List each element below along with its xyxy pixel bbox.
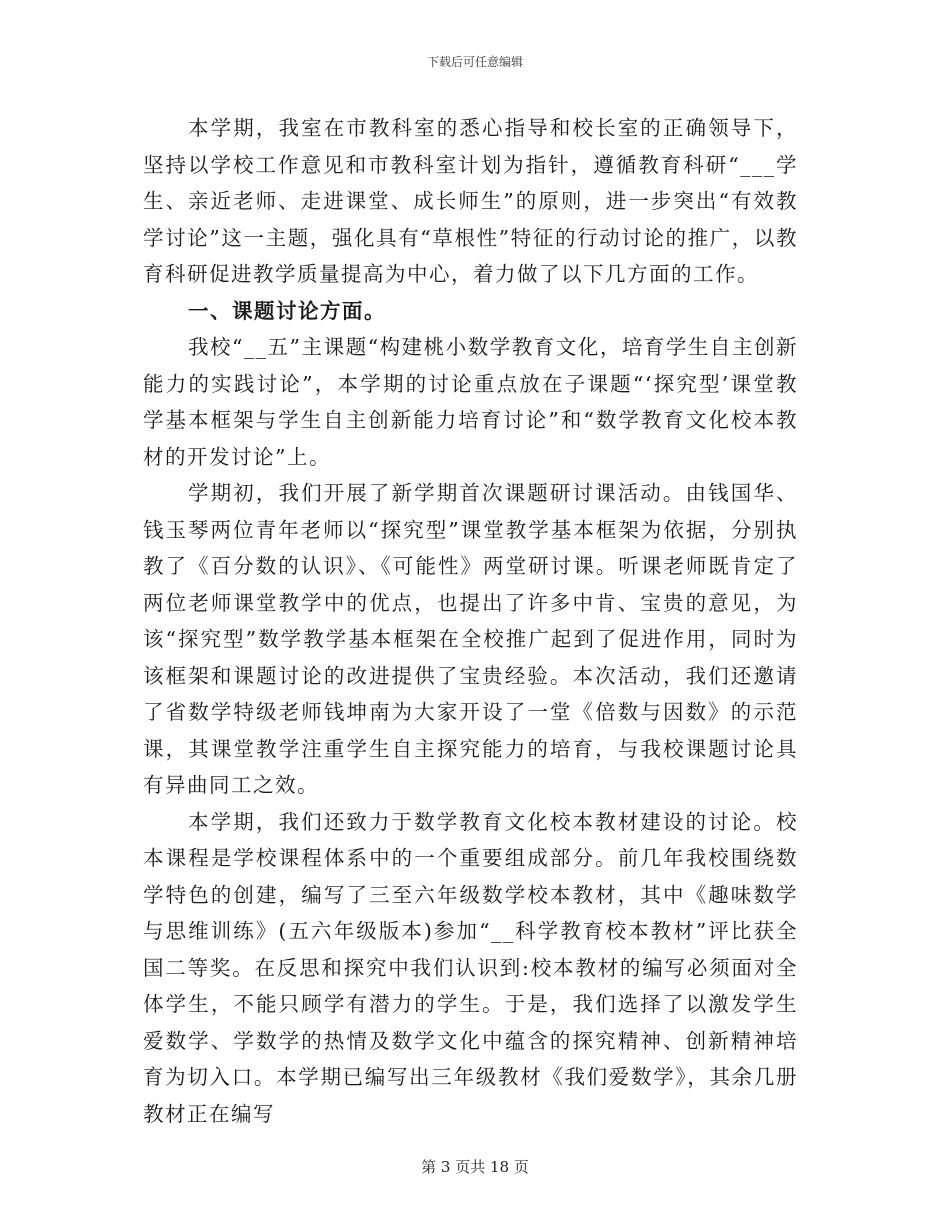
document-body — [143, 110, 798, 1132]
page-header: 下载后可任意编辑 — [426, 55, 523, 69]
page-number-footer: 第 3 页共 18 页 — [421, 1158, 529, 1176]
body-paragraph: 我校“__五”主课题“构建桃小数学教育文化，培育学生自主创新能力的实践讨论”，本学期的讨论重点放在子课题“‘探究型’课堂教学基本框架与学生自主创新能力培育讨论”和“数学教育文化校本教材的开发讨论”上。 — [143, 335, 798, 469]
body-paragraph: 学期初，我们开展了新学期首次课题研讨课活动。由钱国华、钱玉琴两位青年老师以“探究型”课堂教学基本框架为依据，分别执教了《百分数的认识》、《可能性》两堂研讨课。听课老师既肯定了两位老师课堂教学中的优点，也提出了许多中肯、宝贵的意见，为该“探究型”数学教学基本框架在全校推广起到了促进作用，同时为该框架和课题讨论的改进提供了宝贵经验。本次活动，我们还邀请了省数学特级老师钱坤南为大家开设了一堂《倍数与因数》的示范课，其课堂教学注重学生自主探究能力的培育，与我校课题讨论具有异曲同工之效。 — [143, 481, 798, 797]
section-heading: 一、课题讨论方面。 — [188, 298, 386, 323]
body-paragraph: 本学期，我们还致力于数学教育文化校本教材建设的讨论。校本课程是学校课程体系中的一个重要组成部分。前几年我校围绕数学特色的创建，编写了三至六年级数学校本教材，其中《趣味数学与思维训练》(五六年级版本)参加“__科学教育校本教材”评比获全国二等奖。在反思和探究中我们认识到:校本教材的编写必须面对全体学生，不能只顾学有潜力的学生。于是，我们选择了以激发学生爱数学、学数学的热情及数学文化中蕴含的探究精神、创新精神培育为切入口。本学期已编写出三年级教材《我们爱数学》，其余几册教材正在编写 — [143, 809, 798, 1126]
body-paragraph: 本学期，我室在市教科室的悉心指导和校长室的正确领导下，坚持以学校工作意见和市教科室计划为指针，遵循教育科研“___学生、亲近老师、走进课堂、成长师生”的原则，进一步突出“有效教学讨论”这一主题，强化具有“草根性”特征的行动讨论的推广，以教育科研促进教学质量提高为中心，着力做了以下几方面的工作。 — [143, 116, 798, 286]
